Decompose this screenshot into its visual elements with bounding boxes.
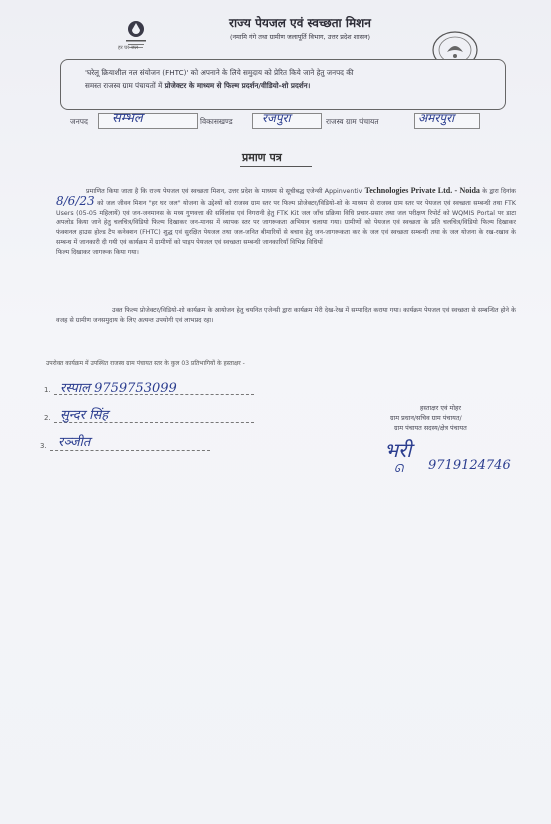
p1-part-d: फिल्म दिखाकर जागरूक किया गया। <box>56 248 139 256</box>
body-paragraph-1 <box>56 186 516 258</box>
district-label: जनपद <box>70 117 88 126</box>
attendees-intro: उपरोक्त कार्यक्रम में उपस्थित राजस्व ग्राम पंचायत स्तर के कुल 03 प्रतिभागियों के हस्ताक्षर - <box>46 360 245 367</box>
block-value: रजपुरा <box>262 111 291 125</box>
signatory-phone: 9719124746 <box>428 458 511 473</box>
attendee-3-sign: रञ्जीत <box>58 435 91 450</box>
location-fields <box>0 111 551 133</box>
block-label: विकासखण्ड <box>200 117 233 126</box>
org-subtitle: (नमामि गंगे तथा ग्रामीण जलापूर्ति विभाग, उत्तर प्रदेश शासन) <box>229 33 371 41</box>
program-date: 8/6/23 <box>56 193 95 208</box>
org-title: राज्य पेयजल एवं स्वच्छता मिशन <box>229 16 371 30</box>
signatory-label-3: ग्राम पंचायत सदस्य/क्षेत्र पंचायत <box>394 424 467 432</box>
banner-line-2 <box>85 79 491 92</box>
panchayat-value: अमरपुरा <box>418 111 455 125</box>
signatory-label-2: ग्राम प्रधान/सचिव ग्राम पंचायत/ <box>390 414 462 422</box>
panchayat-label: राजस्व ग्राम पंचायत <box>326 117 379 126</box>
certificate-title: प्रमाण पत्र <box>242 151 282 164</box>
agency-name: Technologies Private Ltd. - Noida <box>364 186 480 195</box>
body-paragraph-2: उक्त फिल्म प्रोजेक्टर/विडियो-शो कार्यक्रम के आयोजन हेतु चयनित एजेन्सी द्वारा कार्यक्रम मेरी देख-रेख में सम्पादित कराया गया। कार्यक्रम पेयजल एवं स्वच्छता से सम्बन्धित होने के वजह से ग्रामीण जनसमुदाय के लिए अत्यन्त उपयोगी एवं लाभप्रद रहा। <box>56 307 516 324</box>
attendee-1-sign: रस्पाल 9759753099 <box>60 381 177 396</box>
attendee-1-num: 1. <box>44 386 51 394</box>
p1-part-b: के द्वारा दिनांक <box>479 188 516 195</box>
signatory-label-1: हस्ताक्षर एवं मोहर <box>420 404 462 412</box>
p1-part-a: प्रमाणित किया जाता है कि राज्य पेयजल एवं स्वच्छता मिशन, उत्तर प्रदेश के माध्यम से सूचीबद्ध एजेन्सी Appinventiv <box>86 188 363 195</box>
banner-line-2-bold: प्रोजेक्टर के माध्यम से फिल्म प्रदर्शन/वीडियो-शो प्रदर्शन। <box>164 81 311 90</box>
district-value: सम्भल <box>112 111 143 126</box>
banner-line-2-text: समस्त राजस्व ग्राम पंचायतों में <box>85 81 165 90</box>
logo-left-text: हर घर जल <box>118 45 138 51</box>
attendee-2-num: 2. <box>44 414 51 422</box>
attendee-2-sign: सुन्दर सिंह <box>60 408 109 423</box>
attendee-3-line <box>50 450 210 451</box>
p1-part-c: को जल जीवन मिशन "हर घर जल" योजना के उद्देश्यों को राजस्व ग्राम स्तर पर फिल्म प्रोजेक्टर/विडियो-शो के माध्यम से राजस्व ग्राम स्तर पर पेयजल एवं स्वच्छता सम्बन्धी तथा FTK Users (05-05 महिलायें) एवं जन-जनमानस के मध्य गुणवत्ता की सर्विलांस एवं निगरानी हेतु FTK Kit जल जाँच प्रक्रिया विधि प्रचार-प्रसार तथा जल परीक्षण रिपोर्ट को WQMIS Portal पर डाटा अपलोड किया जाने हेतु चलचित्र/विडियो फिल्म दिखाकर जन-मानस में व्यापक स्तर पर जागरूकता अभियान चलाया गया। ग्रामीणों को पेयजल एवं स्वच्छता के प्रति चलचित्र/विडियो फिल्म दिखाकर फंक्शनल हाउस होल्ड टैप कनेक्शन (FHTC) शुद्ध एवं सुरक्षित पेयजल तथा जल-जनित बीमारियों से बचाव हेतु जन-जागरूकता कर के जल एवं स्वच्छता सम्बन्धी तथा के जल योजना के रख-रखाव के सम्बन्ध में जानकारी दी गयी एवं कार्यक्रम में ग्रामीणों को पाइप पेयजल एवं स्वच्छता सम्बन्धी जानकारियाँ विभिन्न विधियों <box>56 199 516 246</box>
title-underline <box>240 166 312 167</box>
attendee-3-num: 3. <box>40 442 47 450</box>
program-banner <box>60 59 506 110</box>
signatory-phone-mark: ᘏ <box>394 462 404 475</box>
signatory-sign: भरी <box>384 438 412 462</box>
banner-line-1: 'घरेलू क्रियाशील नल संयोजन (FHTC)' को अपनाने के लिये समुदाय को प्रेरित किये जाने हेतु जनपद की <box>85 68 354 77</box>
